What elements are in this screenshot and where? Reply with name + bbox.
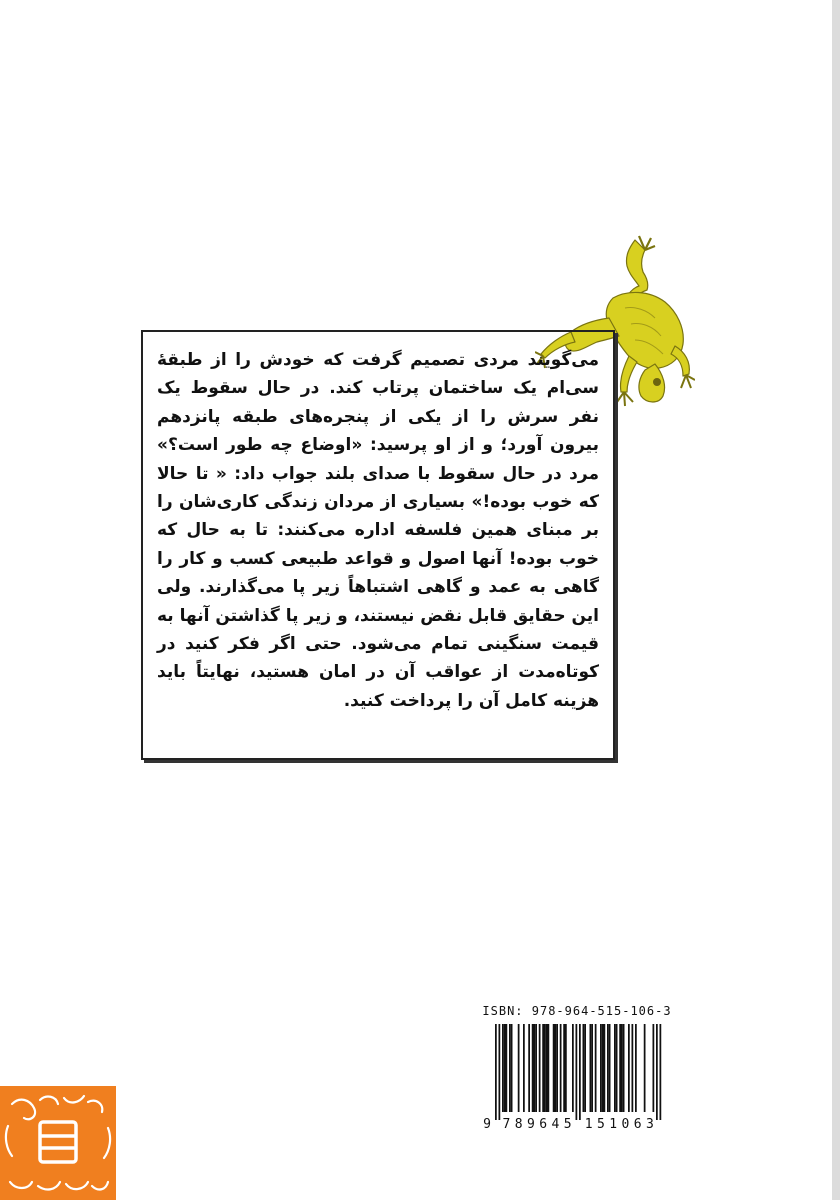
barcode-bar [528, 1024, 530, 1112]
barcode-bar [504, 1024, 506, 1112]
barcode-bar [560, 1024, 562, 1112]
barcode-bar [644, 1024, 646, 1112]
publisher-logo [0, 1086, 116, 1200]
barcode-bar [499, 1024, 501, 1120]
barcode-bar [509, 1024, 511, 1112]
barcode-bar [614, 1024, 616, 1112]
barcode-bar [653, 1024, 655, 1112]
isbn-barcode [483, 1022, 673, 1132]
barcode-bar [546, 1024, 548, 1112]
barcode-digit: 1 [609, 1117, 618, 1132]
barcode-digit: 0 [621, 1117, 630, 1132]
barcode-bar [534, 1024, 536, 1112]
barcode-bar [563, 1024, 565, 1112]
barcode-digit: 9 [526, 1117, 535, 1132]
barcode-bar [591, 1024, 593, 1112]
barcode-bar [555, 1024, 557, 1112]
barcode-bar [635, 1024, 637, 1112]
barcode-digit: 3 [645, 1117, 654, 1132]
barcode-bar [523, 1024, 525, 1112]
barcode-bar [621, 1024, 623, 1112]
barcode-bar [495, 1024, 497, 1120]
barcode-bar [623, 1024, 625, 1112]
barcode-digit: 5 [596, 1117, 605, 1132]
barcode-digit: 9 [483, 1117, 491, 1132]
back-cover-blurb: می‌گویند مردی تصمیم گرفت که خودش را از طبقهٔ سی‌ام یک ساختمان پرتاب کند. در حال سقوط یک نفر سرش را از یکی از پنجره‌های طبقه پانزدهم بیرون آورد؛ و از او پرسید: «اوضاع چه طور است؟» مرد در حال سقوط با صدای بلند جواب داد: « تا حالا که خوب بوده!» بسیاری از مردان زندگی کاری‌شان را بر مبنای همین فلسفه اداره می‌کنند: تا به حال که خوب بوده! آنها اصول و قواعد طبیعی کسب و کار را گاهی به عمد و گاهی اشتباهاً زیر پا می‌گذارند. ولی این حقایق قابل نقض نیستند، و زیر پا گذاشتن آنها به قیمت سنگینی تمام می‌شود. حتی اگر فکر کنید در کوتاه‌مدت از عواقب آن در امان هستید، نهایتاً باید هزینه کامل آن را پرداخت کنید. [156, 350, 599, 711]
barcode-bar [502, 1024, 504, 1112]
barcode-bar [632, 1024, 634, 1112]
barcode-bar [590, 1024, 592, 1112]
barcode-digit: 6 [539, 1117, 548, 1132]
barcode-bar [660, 1024, 662, 1120]
barcode-bar [619, 1024, 621, 1112]
barcode-bar [518, 1024, 520, 1112]
barcode-bar [576, 1024, 578, 1120]
barcode-bar [511, 1024, 513, 1112]
barcode-bar [595, 1024, 597, 1112]
barcode-bar [604, 1024, 606, 1112]
barcode-bar [556, 1024, 558, 1112]
barcode-bar [609, 1024, 611, 1112]
barcode-bar [565, 1024, 567, 1112]
barcode-bar [628, 1024, 630, 1112]
barcode-bar [584, 1024, 586, 1112]
barcode-bar [607, 1024, 609, 1112]
barcode-bar [553, 1024, 555, 1112]
barcode-bar [506, 1024, 508, 1112]
barcode-bar [539, 1024, 541, 1112]
barcode-bar [602, 1024, 604, 1112]
barcode-bar [548, 1024, 550, 1112]
barcode-bar [616, 1024, 618, 1112]
barcode-bar [542, 1024, 544, 1112]
barcode-digit: 1 [584, 1117, 593, 1132]
barcode-bar [600, 1024, 602, 1112]
barcode-bar [532, 1024, 534, 1112]
barcode-bar [544, 1024, 546, 1112]
barcode-digit: 4 [551, 1117, 560, 1132]
barcode-digit: 6 [633, 1117, 642, 1132]
barcode-bar [583, 1024, 585, 1112]
barcode-bar [535, 1024, 537, 1112]
isbn-label: ISBN: 978-964-515-106-3 [482, 1004, 672, 1018]
page-edge-shadow [832, 0, 840, 1200]
barcode-bar [579, 1024, 581, 1120]
barcode-bar [572, 1024, 574, 1112]
barcode-bar [656, 1024, 658, 1120]
blurb-frame [141, 330, 615, 760]
barcode-digit: 7 [502, 1117, 511, 1132]
barcode-digit: 5 [563, 1117, 572, 1132]
barcode-digit: 8 [514, 1117, 523, 1132]
